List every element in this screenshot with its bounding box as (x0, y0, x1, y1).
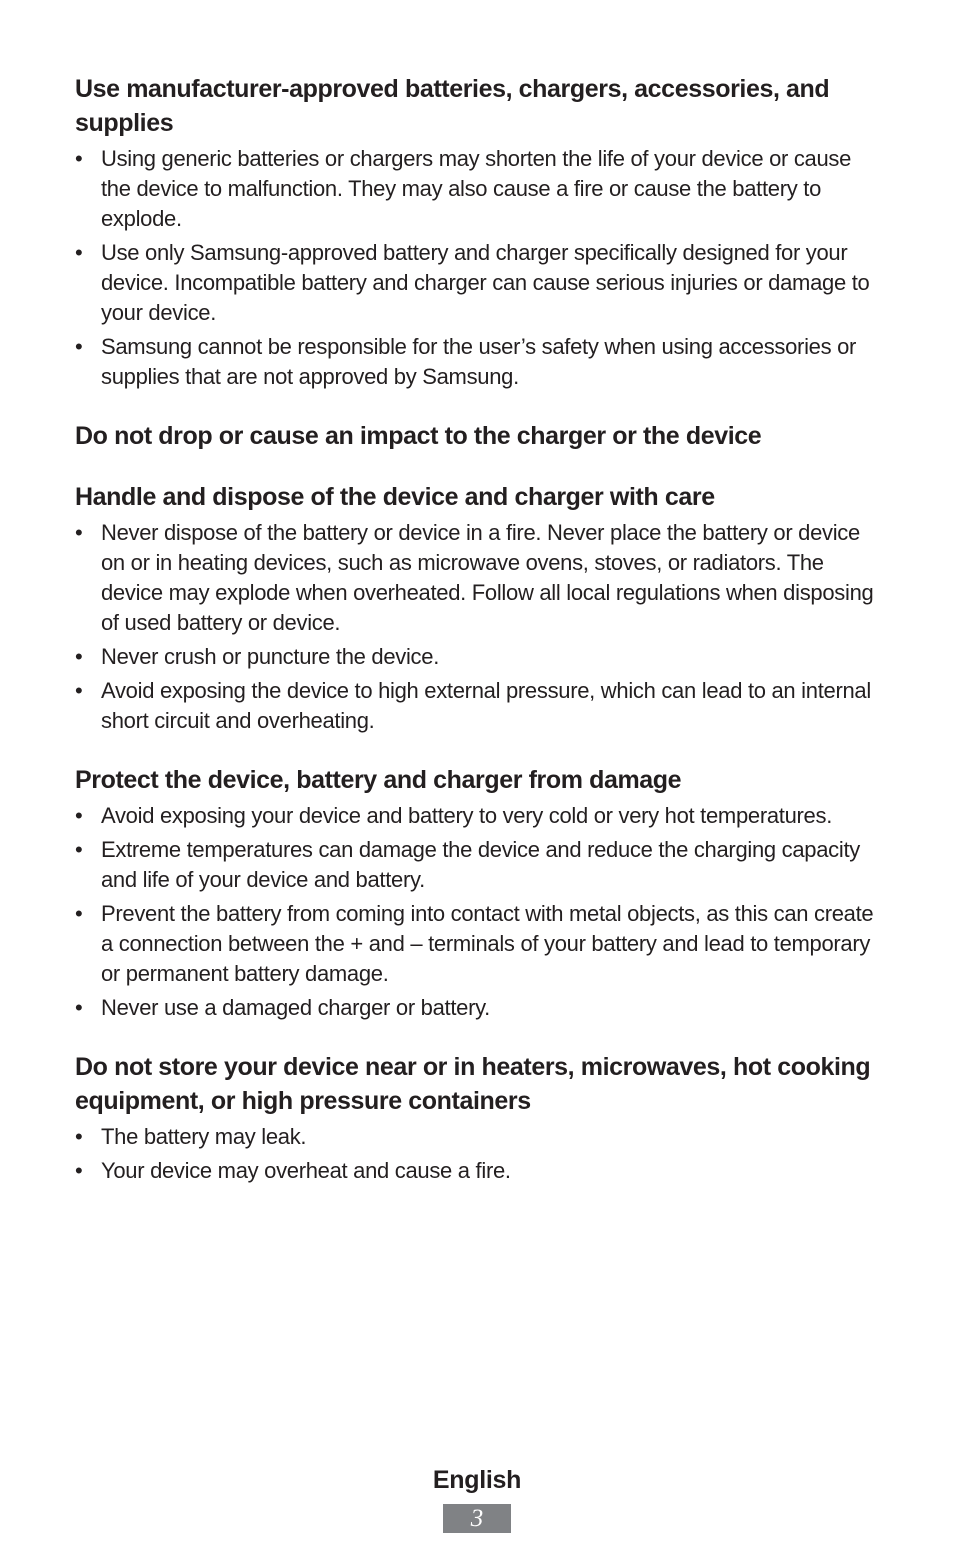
list-item-text: Never use a damaged charger or battery. (101, 995, 490, 1020)
bullet-list (75, 801, 875, 1023)
bullet-icon: • (75, 837, 83, 862)
bullet-icon: • (75, 803, 83, 828)
list-item (75, 144, 875, 234)
section-heading: Do not store your device near or in heaters, microwaves, hot cooking equipment, or high pressure containers (75, 1053, 871, 1115)
bullet-icon: • (75, 240, 83, 265)
list-item (75, 238, 875, 328)
page-number-badge: 3 (443, 1504, 511, 1533)
list-item (75, 801, 875, 831)
page-footer (0, 1462, 954, 1533)
list-item (75, 1156, 875, 1186)
bullet-icon: • (75, 146, 83, 171)
list-item-text: Using generic batteries or chargers may shorten the life of your device or cause the device to malfunction. They may also cause a fire or cause the battery to explode. (101, 146, 852, 231)
section-protect-device (75, 763, 875, 1023)
list-item-text: Use only Samsung-approved battery and charger specifically designed for your device. Incompatible battery and charger can cause serious injuries or damage to your device. (101, 240, 870, 325)
list-item-text: Extreme temperatures can damage the device and reduce the charging capacity and life of your device and battery. (101, 837, 860, 892)
list-item (75, 332, 875, 392)
section-handle-dispose (75, 480, 875, 736)
bullet-list (75, 144, 875, 392)
section-approved-supplies (75, 72, 875, 392)
section-heading: Protect the device, battery and charger from damage (75, 766, 682, 794)
bullet-list (75, 518, 875, 736)
section-heading: Use manufacturer-approved batteries, chargers, accessories, and supplies (75, 75, 830, 137)
list-item (75, 1122, 875, 1152)
bullet-icon: • (75, 520, 83, 545)
list-item-text: Never dispose of the battery or device in a fire. Never place the battery or device on or in heating devices, such as microwave ovens, stoves, or radiators. The device may explode when overheated. Follow all local regulations when disposing of used battery or device. (101, 520, 874, 635)
list-item-text: Samsung cannot be responsible for the user’s safety when using accessories or supplies that are not approved by Samsung. (101, 334, 857, 389)
bullet-icon: • (75, 644, 83, 669)
section-do-not-store (75, 1050, 875, 1186)
list-item-text: Avoid exposing the device to high external pressure, which can lead to an internal short circuit and overheating. (101, 678, 871, 733)
section-heading: Handle and dispose of the device and charger with care (75, 483, 715, 511)
list-item (75, 642, 875, 672)
list-item (75, 518, 875, 638)
list-item-text: Prevent the battery from coming into contact with metal objects, as this can create a connection between the + and – terminals of your battery and lead to temporary or permanent battery damage. (101, 901, 874, 986)
list-item (75, 676, 875, 736)
list-item (75, 835, 875, 895)
document-body (75, 72, 875, 1213)
list-item-text: Never crush or puncture the device. (101, 644, 440, 669)
section-do-not-drop (75, 419, 875, 453)
section-heading: Do not drop or cause an impact to the charger or the device (75, 422, 762, 450)
bullet-icon: • (75, 901, 83, 926)
bullet-list (75, 1122, 875, 1186)
list-item-text: The battery may leak. (101, 1124, 307, 1149)
list-item-text: Avoid exposing your device and battery to very cold or very hot temperatures. (101, 803, 833, 828)
bullet-icon: • (75, 334, 83, 359)
bullet-icon: • (75, 1158, 83, 1183)
bullet-icon: • (75, 1124, 83, 1149)
bullet-icon: • (75, 995, 83, 1020)
list-item (75, 993, 875, 1023)
footer-language-label: English (432, 1466, 522, 1494)
list-item (75, 899, 875, 989)
bullet-icon: • (75, 678, 83, 703)
list-item-text: Your device may overheat and cause a fire. (101, 1158, 511, 1183)
